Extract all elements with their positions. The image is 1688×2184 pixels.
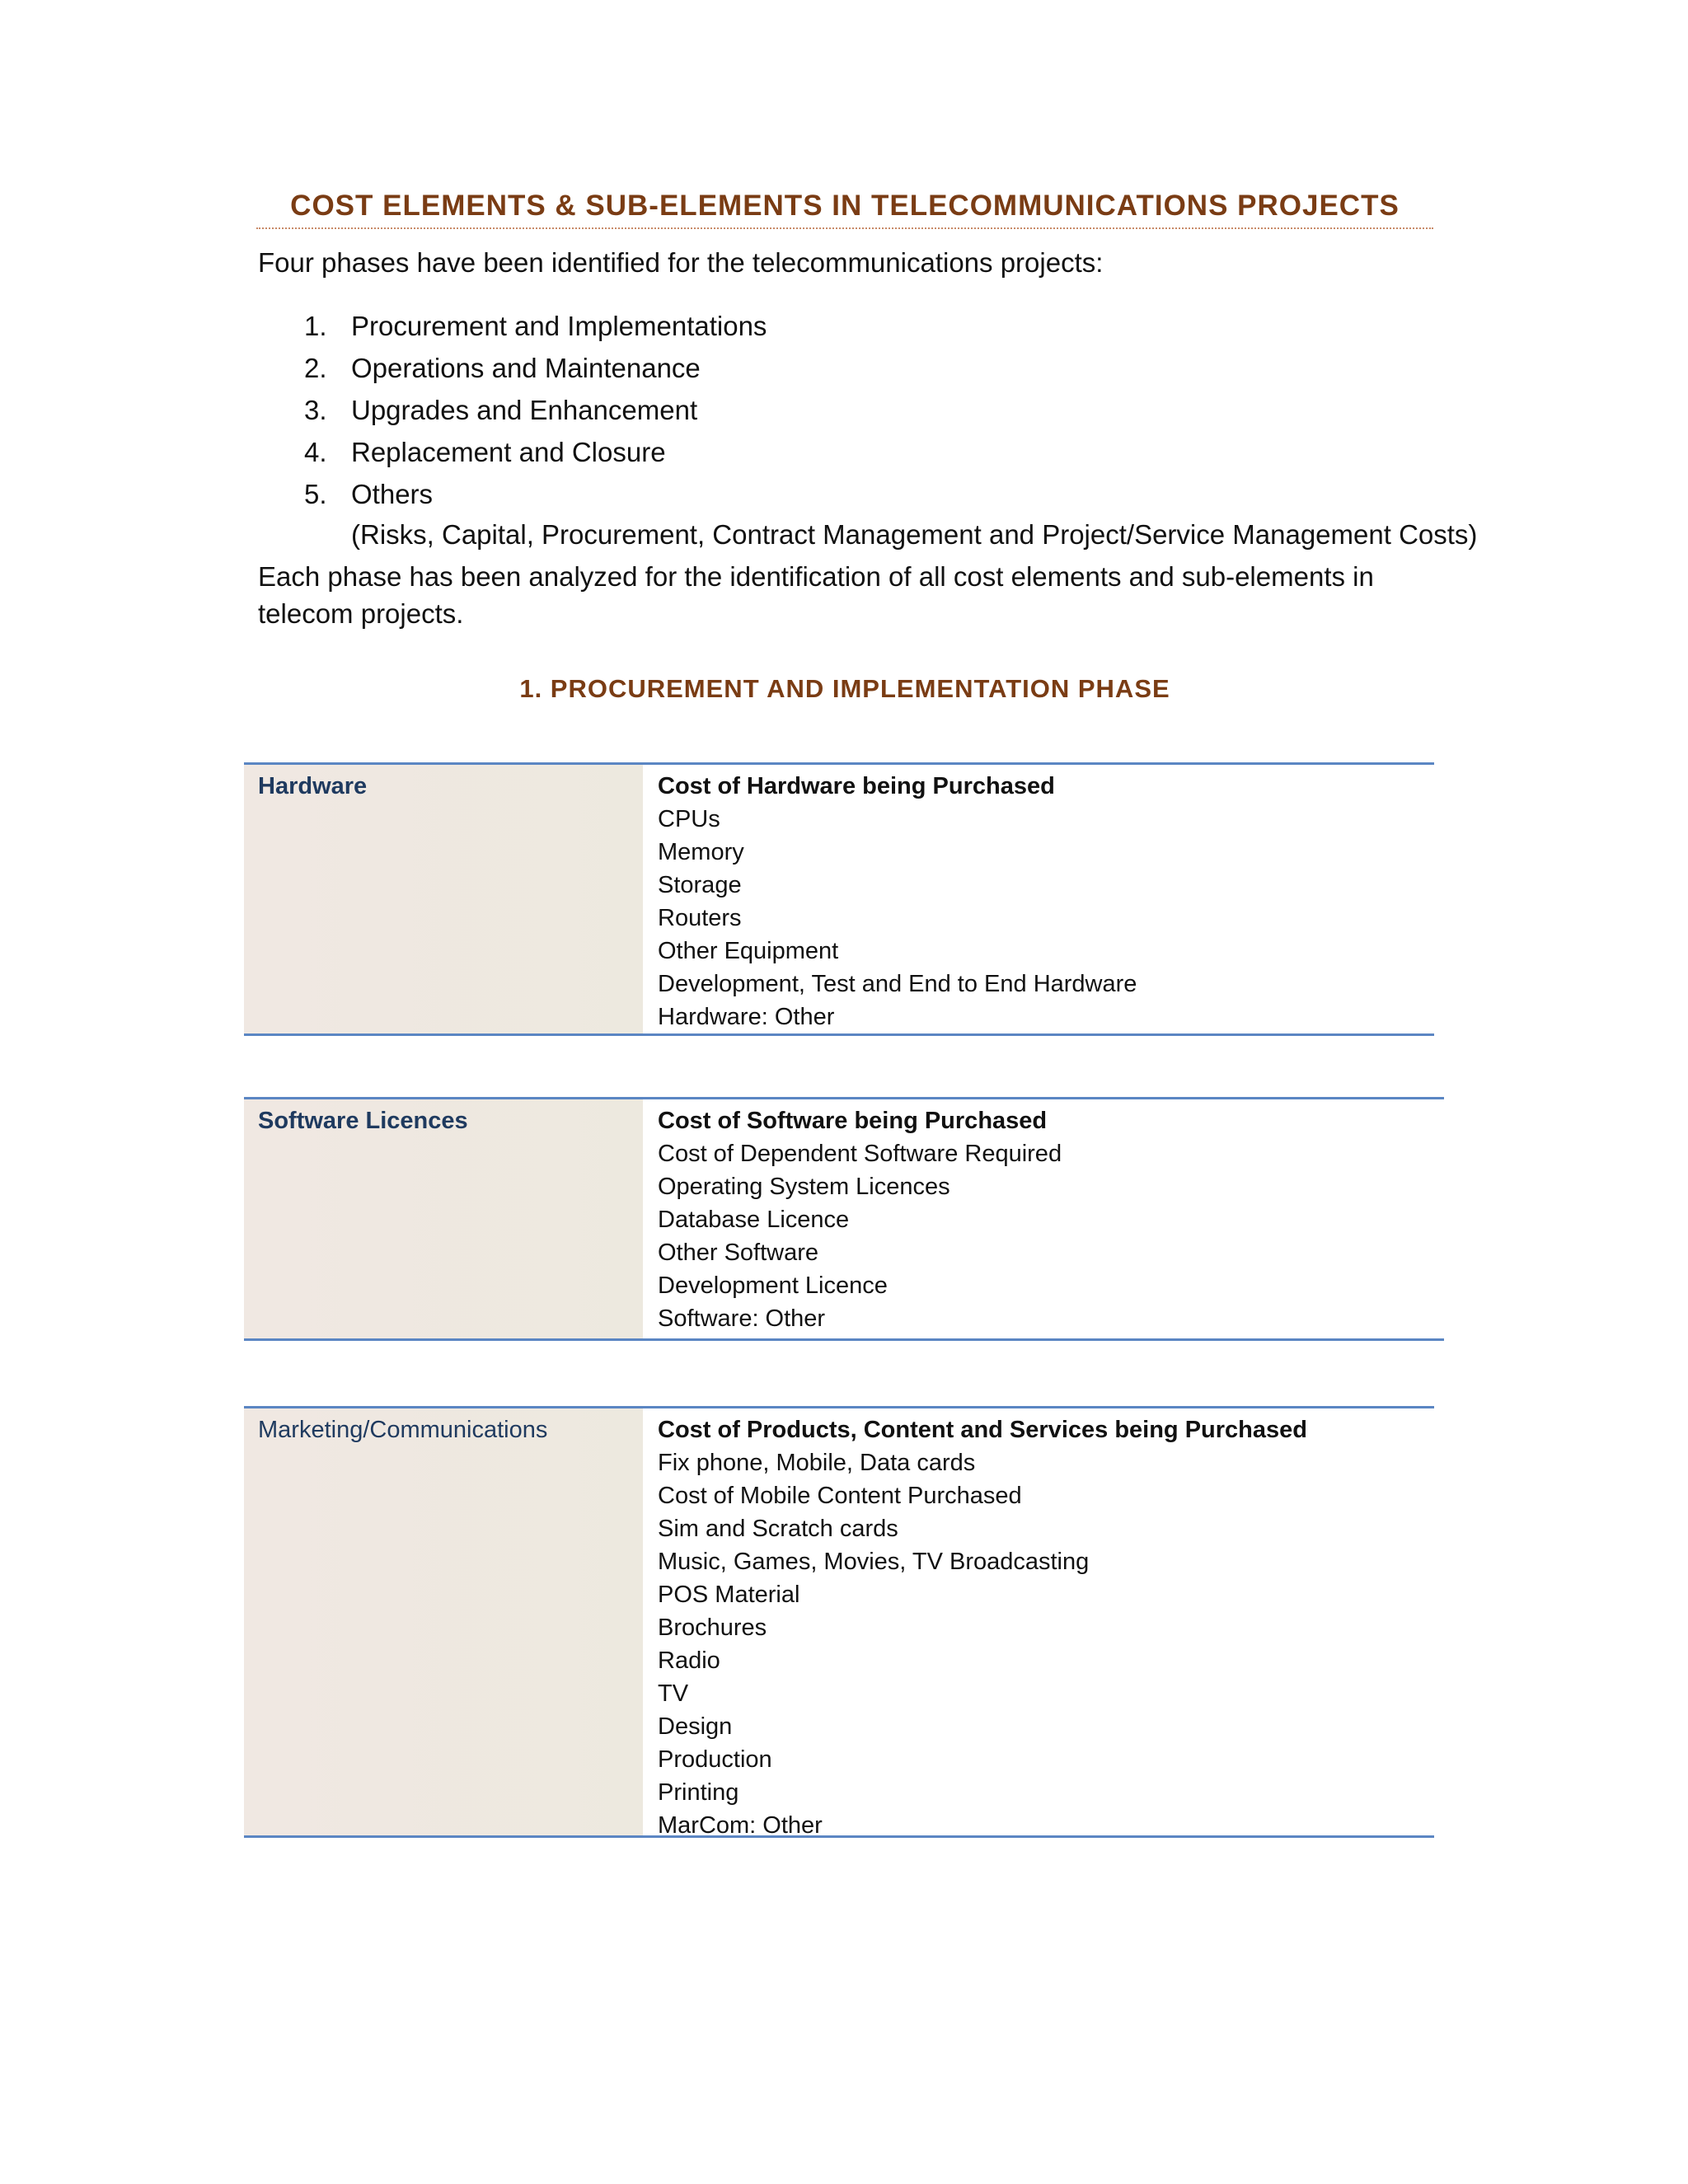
list-item	[258, 350, 767, 392]
sub-element-item: Other Equipment	[658, 938, 839, 964]
sub-element-heading: Cost of Software being Purchased	[658, 1108, 1048, 1134]
others-note: (Risks, Capital, Procurement, Contract Management and Project/Service Management Costs)	[351, 519, 1478, 550]
cost-element-label: Marketing/Communications	[244, 1408, 643, 1835]
sub-element-item: Fix phone, Mobile, Data cards	[658, 1450, 976, 1476]
title-divider	[256, 227, 1433, 229]
marcom-cost-table	[244, 1406, 1434, 1838]
sub-element-item: Cost of Dependent Software Required	[658, 1141, 1062, 1167]
list-item	[258, 476, 767, 518]
sub-element-item: POS Material	[658, 1582, 800, 1608]
software-cost-table	[244, 1097, 1444, 1341]
sub-element-heading: Cost of Products, Content and Services being Purchased	[658, 1417, 1307, 1443]
sub-element-item: CPUs	[658, 806, 720, 832]
sub-element-item: MarCom: Other	[658, 1812, 823, 1839]
list-item-label: Others	[351, 479, 434, 509]
list-number: 2.	[304, 353, 327, 383]
document-title: COST ELEMENTS & SUB-ELEMENTS IN TELECOMMUNICATIONS PROJECTS	[290, 190, 1400, 222]
list-item	[258, 392, 767, 434]
list-item-label: Replacement and Closure	[351, 437, 666, 467]
sub-element-item: Operating System Licences	[658, 1174, 950, 1200]
sub-element-item: Development Licence	[658, 1272, 888, 1299]
list-item	[258, 308, 767, 350]
sub-element-item: Development, Test and End to End Hardware	[658, 971, 1137, 997]
cost-element-label: Hardware	[244, 765, 643, 1033]
sub-element-item: Hardware: Other	[658, 1004, 835, 1030]
list-item-label: Procurement and Implementations	[351, 311, 767, 341]
cost-element-label: Software Licences	[244, 1099, 643, 1338]
sub-element-heading: Cost of Hardware being Purchased	[658, 773, 1055, 799]
section-heading: 1. PROCUREMENT AND IMPLEMENTATION PHASE	[519, 674, 1170, 703]
sub-element-list	[643, 765, 1434, 1033]
sub-element-item: Music, Games, Movies, TV Broadcasting	[658, 1549, 1090, 1575]
sub-element-item: Database Licence	[658, 1207, 850, 1233]
list-number: 4.	[304, 437, 327, 467]
sub-element-item: Other Software	[658, 1240, 819, 1266]
sub-element-item: Storage	[658, 872, 742, 898]
sub-element-item: TV	[658, 1680, 689, 1707]
sub-element-item: Production	[658, 1746, 772, 1773]
sub-element-item: Cost of Mobile Content Purchased	[658, 1483, 1022, 1509]
intro-paragraph: Four phases have been identified for the telecommunications projects:	[258, 247, 1104, 278]
sub-element-item: Radio	[658, 1647, 720, 1674]
sub-element-item: Routers	[658, 905, 742, 931]
sub-element-item: Software: Other	[658, 1305, 826, 1332]
sub-element-item: Brochures	[658, 1615, 767, 1641]
list-item-label: Operations and Maintenance	[351, 353, 701, 383]
list-number: 3.	[304, 395, 327, 425]
list-number: 1.	[304, 311, 327, 341]
list-item	[258, 434, 767, 476]
phase-list	[258, 308, 767, 518]
sub-element-item: Design	[658, 1713, 733, 1740]
sub-element-list	[643, 1408, 1434, 1839]
sub-element-list	[643, 1099, 1444, 1338]
list-number: 5.	[304, 479, 327, 509]
sub-element-item: Printing	[658, 1779, 739, 1806]
sub-element-item: Sim and Scratch cards	[658, 1516, 898, 1542]
sub-element-item: Memory	[658, 839, 744, 865]
hardware-cost-table	[244, 762, 1434, 1036]
analysis-paragraph: Each phase has been analyzed for the identification of all cost elements and sub-elements in telecom projects.	[258, 561, 1374, 629]
list-item-label: Upgrades and Enhancement	[351, 395, 698, 425]
